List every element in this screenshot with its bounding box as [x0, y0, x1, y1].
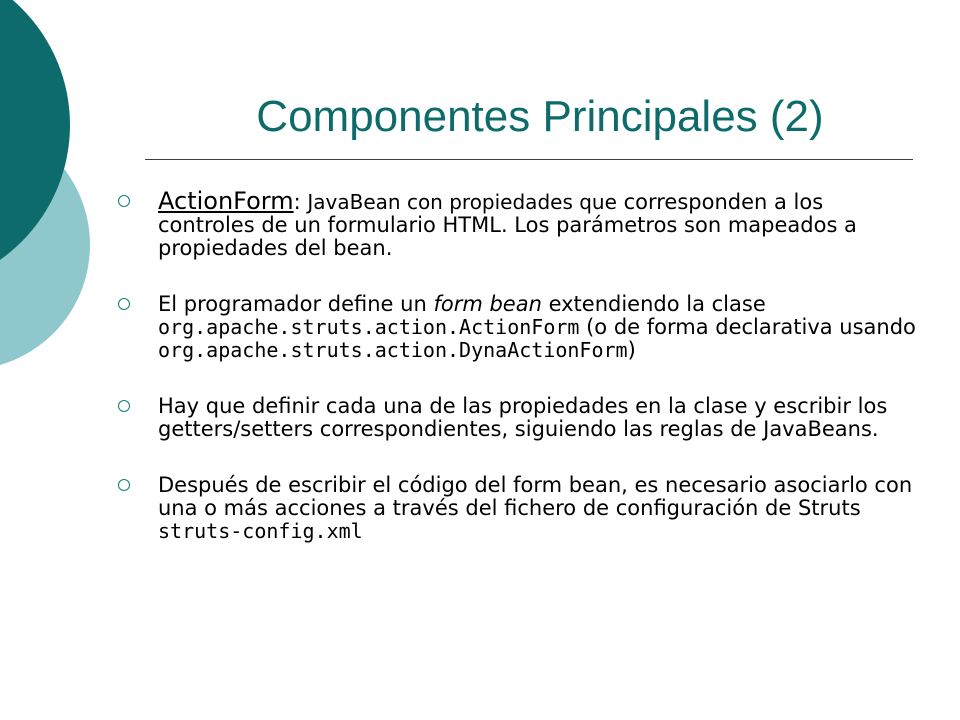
bullet-marker-icon: [118, 400, 130, 412]
form-bean-text-2: extendiendo la clase: [541, 292, 766, 316]
bullet-marker-icon: [118, 195, 130, 207]
bullet-marker-icon: [118, 298, 130, 310]
bullet-properties: [118, 395, 923, 441]
title-divider: [145, 159, 913, 160]
bullet-marker-icon: [118, 479, 130, 491]
actionform-class-code: org.apache.struts.action.ActionForm: [158, 315, 580, 339]
form-bean-text-3: (o de forma declarativa usando: [579, 315, 916, 339]
actionform-text-1: JavaBean con propiedades que: [307, 190, 617, 214]
dynaactionform-class-code: org.apache.struts.action.DynaActionForm: [158, 338, 628, 362]
form-bean-emphasis: form bean: [433, 292, 542, 316]
bullet-actionform: [118, 187, 923, 260]
actionform-colon: :: [293, 190, 308, 214]
slide-title: Componentes Principales (2): [256, 92, 824, 141]
actionform-text-2: corresponden a los controles de un formulario HTML. Los parámetros son mapeados a propiedades del bean.: [158, 190, 857, 260]
struts-config-code: struts-config.xml: [158, 519, 363, 543]
properties-text: Hay que definir cada una de las propiedades en la clase y escribir los getters/setters correspondientes, siguiendo las reglas de JavaBeans.: [158, 394, 888, 441]
form-bean-text-4: ): [627, 338, 636, 362]
bullet-form-bean: [118, 293, 923, 362]
form-bean-text-1: El programador define un: [158, 292, 434, 316]
configuration-text: Después de escribir el código del form bean, es necesario asociarlo con una o más acciones a través del fichero de configuración de Struts: [158, 473, 913, 520]
actionform-term: ActionForm: [158, 187, 294, 215]
bullet-list: [118, 187, 923, 543]
bullet-configuration: [118, 474, 923, 543]
